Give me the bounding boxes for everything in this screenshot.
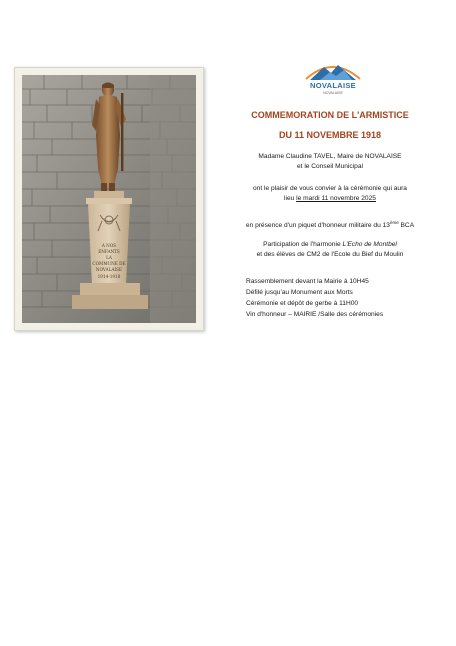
inscription-line: LA [106, 255, 112, 260]
schedule-item: Défilé jusqu'au Monument aux Morts [246, 289, 353, 296]
page-title: COMMEMORATION DE L'ARMISTICE [251, 110, 409, 120]
participation-prefix: Participation de l'harmonie [263, 241, 343, 248]
schedule-item: Vin d'honneur – MAIRIE /Salle des cérémonies [246, 311, 384, 318]
inscription-line: A NOS [101, 243, 117, 248]
presence-text: en présence d'un piquet d'honneur militaire du 13 [245, 222, 390, 230]
logo-tagline: NOVALAISE [323, 91, 343, 95]
harmonie-name: L'Echo de Montbel [342, 241, 397, 248]
mountain-logo-icon [300, 57, 366, 83]
war-memorial-image [22, 75, 196, 323]
host-line: et le Conseil Municipal [297, 163, 363, 170]
invite-prefix: lieu [284, 195, 297, 202]
presence-sup: ème [389, 220, 399, 225]
inscription-line: COMMUNE DE [92, 261, 126, 266]
invite-line [210, 194, 450, 203]
invite-date: le mardi 11 novembre 2025 [296, 195, 376, 202]
schedule-item: Cérémonie et dépôt de gerbe à 11H00 [246, 300, 359, 307]
inscription-line: 1914-1918 [97, 274, 121, 279]
date-heading: DU 11 NOVEMBRE 1918 [278, 130, 382, 140]
inscription-line: ENFANTS [98, 249, 120, 254]
participation-line [210, 240, 450, 249]
schedule-item: Rassemblement devant la Mairie à 10H45 [246, 278, 369, 285]
novalaise-logo [300, 57, 366, 103]
participation-line: et des élèves de CM2 de l'Ecole du Bief du Moulin [256, 251, 404, 258]
invite-line: ont le plaisir de vous convier à la cérémonie qui aura [253, 185, 407, 192]
war-memorial-photo [22, 75, 196, 323]
host-line: Madame Claudine TAVEL, Maire de NOVALAISE [258, 153, 402, 160]
photo-frame [14, 67, 204, 331]
logo-wordmark: NOVALAISE [310, 81, 356, 90]
inscription-line: NOVALAISE [95, 267, 123, 272]
presence-suffix: BCA [398, 222, 415, 230]
presence-line [210, 218, 450, 230]
